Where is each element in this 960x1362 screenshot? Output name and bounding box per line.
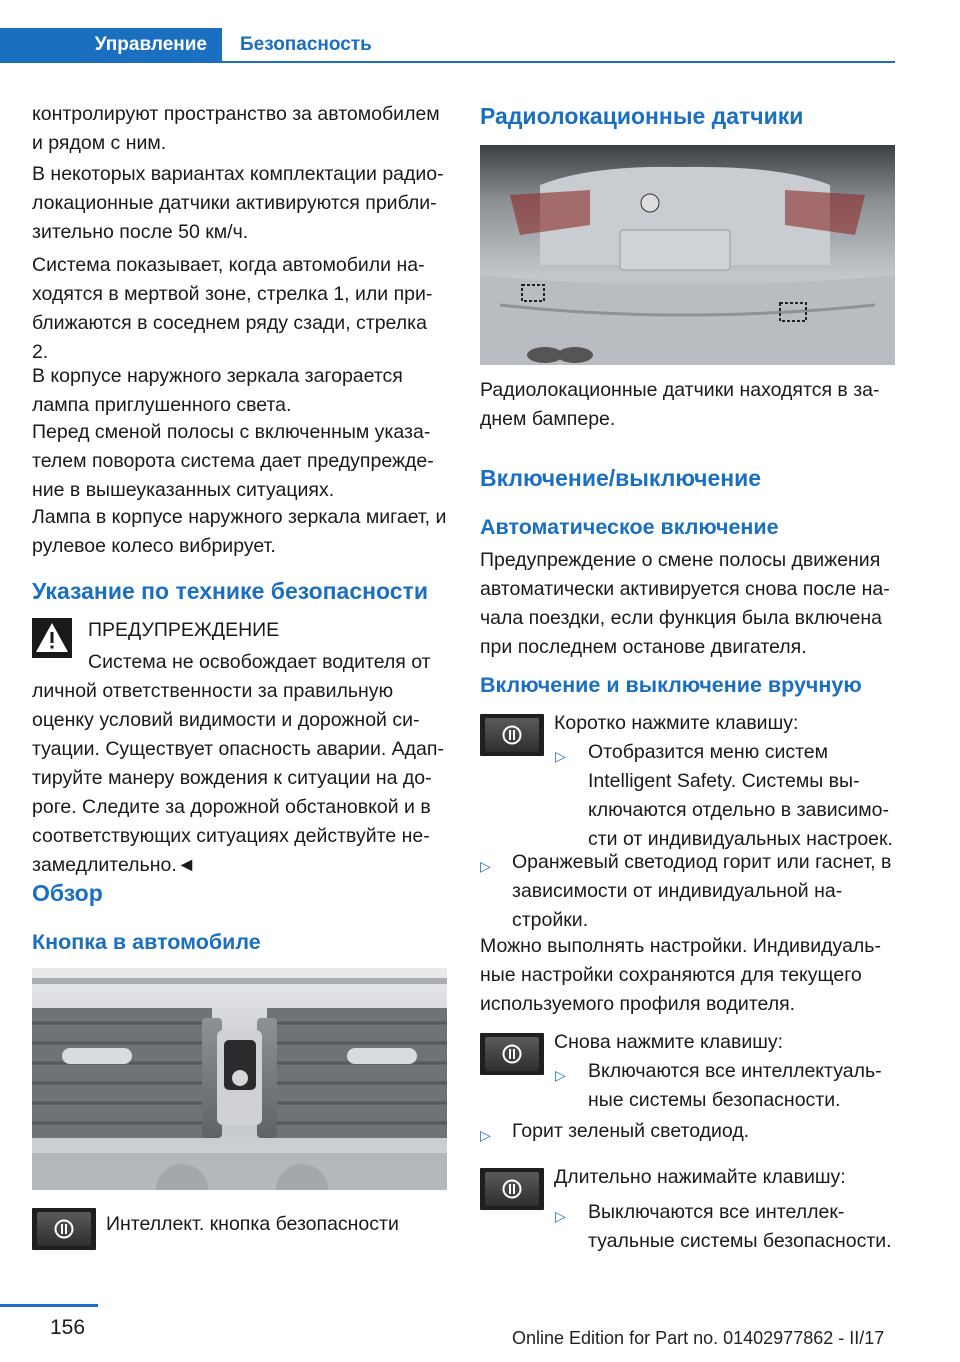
dashboard-button-photo bbox=[32, 968, 447, 1190]
triangle-bullet-icon: ▷ bbox=[555, 1067, 566, 1083]
header-tabbar bbox=[0, 28, 895, 62]
intelligent-safety-button-icon bbox=[480, 714, 544, 756]
tab-control[interactable]: Управление bbox=[0, 28, 222, 62]
tab-safety[interactable]: Безопасность bbox=[240, 34, 372, 55]
paragraph-1: контролируют пространство за автомобилем и рядом с ним. bbox=[32, 103, 440, 154]
header-divider bbox=[0, 61, 895, 63]
paragraph-6: Лампа в корпусе наружного зеркала мигает, и рулевое колесо вибрирует. bbox=[32, 506, 447, 557]
radar-heading: Радиолокационные датчики bbox=[480, 103, 804, 129]
triangle-bullet-icon: ▷ bbox=[480, 858, 491, 874]
auto-text: Предупреждение о смене полосы движения автоматически активируется снова после начала поездки, если функция была включена при последнем останове двигателя. bbox=[480, 549, 890, 658]
intelligent-safety-button-icon bbox=[480, 1033, 544, 1075]
step3-bullet: Выключаются все интеллектуальные системы безопасности. bbox=[588, 1201, 892, 1252]
footer-accent-line bbox=[0, 1304, 98, 1307]
edition-text: Online Edition for Part no. 01402977862 - II/17 bbox=[512, 1328, 885, 1348]
safety-heading: Указание по технике безопасности bbox=[32, 578, 428, 604]
triangle-bullet-icon: ▷ bbox=[480, 1127, 491, 1143]
auto-heading: Автоматическое включение bbox=[480, 515, 779, 539]
button-heading: Кнопка в автомобиле bbox=[32, 930, 261, 954]
paragraph-4: В корпусе наружного зеркала загорается лампа приглушенного света. bbox=[32, 365, 403, 416]
warning-text: Система не освобождает водителя от личной ответственности за правильную оценку условий видимости и дорожной ситуации. Существует опасность аварии. Адаптируйте манеру вождения к ситуации на дороге. Следите за дорожной обстановкой и в соответствующих ситуациях действуйте незамедлительно.◄ bbox=[32, 651, 444, 876]
paragraph-2: В некоторых вариантах комплектации радиолокационные датчики активируются приблизительно после 50 км/ч. bbox=[32, 163, 444, 243]
warning-title: ПРЕДУПРЕЖДЕНИЕ bbox=[88, 619, 280, 641]
step1-text: Коротко нажмите клавишу: bbox=[554, 712, 799, 734]
triangle-bullet-icon: ▷ bbox=[555, 748, 566, 764]
step2-bullet: Включаются все интеллектуальные системы безопасности. bbox=[588, 1060, 882, 1111]
page-number: 156 bbox=[50, 1316, 86, 1339]
triangle-bullet-icon: ▷ bbox=[555, 1208, 566, 1224]
radar-text: Радиолокационные датчики находятся в заднем бампере. bbox=[480, 379, 880, 430]
manual-heading: Включение и выключение вручную bbox=[480, 673, 862, 697]
paragraph-5: Перед сменой полосы с включенным указателем поворота система дает предупреждение в вышеуказанных ситуациях. bbox=[32, 421, 434, 501]
rear-bumper-photo bbox=[480, 145, 895, 365]
intelligent-safety-button-icon bbox=[480, 1168, 544, 1210]
button-caption: Интеллект. кнопка безопасности bbox=[106, 1213, 399, 1235]
overview-heading: Обзор bbox=[32, 880, 103, 906]
intelligent-safety-button-icon bbox=[32, 1208, 96, 1250]
bullet-led: Оранжевый светодиод горит или гаснет, в зависимости от индивидуальной настройки. bbox=[512, 851, 892, 931]
step1-bullet: Отобразится меню систем Intelligent Safety. Системы выключаются отдельно в зависимости от индивидуальных настроек. bbox=[588, 741, 893, 850]
paragraph-3: Система показывает, когда автомобили находятся в мертвой зоне, стрелка 1, или приближаются в соседнем ряду сзади, стрелка 2. bbox=[32, 254, 433, 363]
step3-text: Длительно нажимайте клавишу: bbox=[554, 1166, 846, 1188]
bullet-green: Горит зеленый светодиод. bbox=[512, 1120, 750, 1142]
onoff-heading: Включение/выключение bbox=[480, 465, 762, 491]
step2-text: Снова нажмите клавишу: bbox=[554, 1031, 784, 1053]
settings-text: Можно выполнять настройки. Индивидуальные настройки сохраняются для текущего используемого профиля водителя. bbox=[480, 935, 881, 1015]
